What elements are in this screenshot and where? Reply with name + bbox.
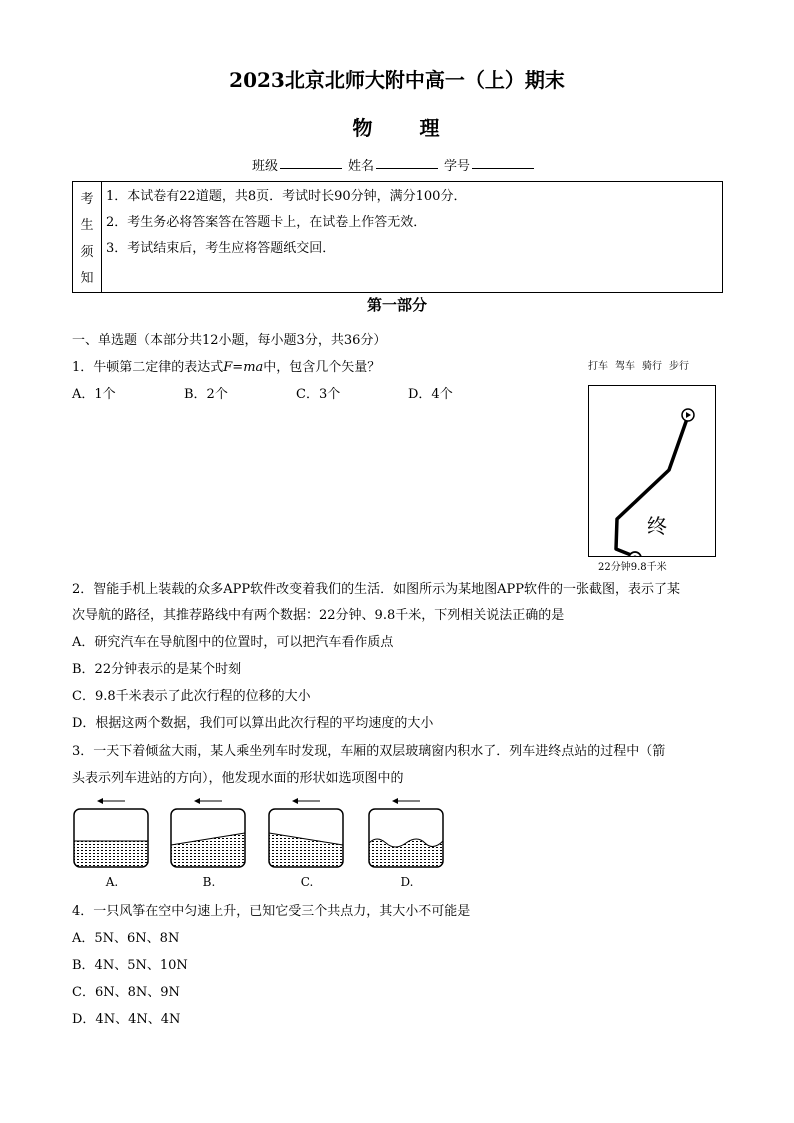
map-tab-bike: 骑行	[642, 361, 662, 372]
subject-char: 理	[419, 116, 442, 140]
q2-stem-line1: 2．智能手机上装载的众多APP软件改变着我们的生活．如图所示为某地图APP软件的一张截图，表示了某	[72, 582, 681, 597]
exam-title: 2023北京北师大附中高一（上）期末	[229, 68, 565, 92]
q4-option-d[interactable]: D．4N、4N、4N	[72, 1012, 181, 1027]
notice-label-char: 考	[80, 191, 94, 207]
q3-figure-d[interactable]	[367, 795, 447, 889]
q1-formula: F=ma	[223, 360, 264, 375]
section-title: 一、单选题（本部分共12小题，每小题3分，共36分）	[72, 333, 387, 348]
q3-figures	[72, 795, 452, 895]
name-blank[interactable]	[376, 155, 438, 169]
q3-label-c: C.	[300, 875, 314, 889]
notice-body	[102, 182, 722, 292]
q3-label-d: D.	[400, 875, 414, 889]
q1-option-b[interactable]: B．2个	[184, 387, 228, 402]
q1-option-c[interactable]: C．3个	[296, 387, 341, 402]
notice-label-char: 须	[80, 244, 94, 260]
q2-option-d[interactable]: D．根据这两个数据，我们可以算出此次行程的平均速度的大小	[72, 716, 434, 731]
id-label: 学号	[444, 159, 471, 174]
map-tab-walk: 步行	[669, 361, 689, 372]
navigation-map-figure	[588, 357, 718, 573]
q1-stem-suffix: 中，包含几个矢量？	[263, 360, 381, 375]
q4-option-c[interactable]: C．6N、8N、9N	[72, 985, 180, 1000]
q1-stem	[72, 356, 380, 375]
q4-option-a[interactable]: A．5N、6N、8N	[72, 931, 180, 946]
subject-title	[0, 112, 794, 141]
window-d-svg	[367, 795, 447, 871]
name-label: 姓名	[348, 159, 375, 174]
q1-stem-prefix: 1．牛顿第二定律的表达式	[72, 360, 224, 375]
window-b-svg	[169, 795, 249, 871]
class-label: 班级	[252, 159, 279, 174]
window-a-svg	[72, 795, 152, 871]
q1-options	[72, 383, 520, 402]
q4-option-b[interactable]: B．4N、5N、10N	[72, 958, 188, 973]
end-marker-icon	[629, 552, 641, 556]
notice-item: 3．考试结束后，考生应将答题纸交回．	[106, 241, 336, 256]
q3-label-a: A.	[105, 875, 119, 889]
map-area	[588, 385, 716, 557]
map-caption: 22分钟9.8千米	[598, 562, 667, 573]
class-blank[interactable]	[280, 155, 342, 169]
map-tab-drive: 驾车	[615, 361, 635, 372]
q3-stem-line2: 头表示列车进站的方向），他发现水面的形状如选项图中的	[72, 771, 404, 786]
q3-figure-b[interactable]	[169, 795, 249, 889]
notice-label	[73, 182, 102, 292]
map-tab-taxi: 打车	[588, 361, 608, 372]
map-end-label: 终	[647, 514, 667, 538]
q2-option-a[interactable]: A．研究汽车在导航图中的位置时，可以把汽车看作质点	[72, 635, 394, 650]
q3-figure-c[interactable]	[267, 795, 347, 889]
q2-option-b[interactable]: B．22分钟表示的是某个时刻	[72, 662, 242, 677]
q3-stem-line1: 3．一天下着倾盆大雨，某人乘坐列车时发现，车厢的双层玻璃窗内积水了．列车进终点站的过程中（箭	[72, 744, 666, 759]
q2-stem-line2: 次导航的路径，其推荐路线中有两个数据：22分钟、9.8千米，下列相关说法正确的是	[72, 608, 565, 623]
q2-option-c[interactable]: C．9.8千米表示了此次行程的位移的大小	[72, 689, 311, 704]
notice-label-char: 知	[80, 271, 94, 287]
window-c-svg	[267, 795, 347, 871]
map-tabs	[588, 357, 718, 372]
notice-item: 2．考生务必将答案答在答题卡上，在试卷上作答无效．	[106, 215, 427, 230]
exam-notice-box	[72, 181, 723, 293]
notice-label-char: 生	[80, 218, 94, 234]
q3-figure-a[interactable]	[72, 795, 152, 889]
subject-char: 物	[352, 116, 375, 140]
q4-stem: 4．一只风筝在空中匀速上升，已知它受三个共点力，其大小不可能是	[72, 904, 471, 919]
id-blank[interactable]	[472, 155, 534, 169]
student-info-line	[252, 155, 538, 174]
q1-option-a[interactable]: A．1个	[72, 387, 116, 402]
q3-label-b: B.	[202, 875, 216, 889]
notice-item: 1．本试卷有22道题，共8页．考试时长90分钟，满分100分．	[106, 189, 467, 204]
part-title: 第一部分	[366, 296, 427, 314]
q1-option-d[interactable]: D．4个	[408, 387, 453, 402]
